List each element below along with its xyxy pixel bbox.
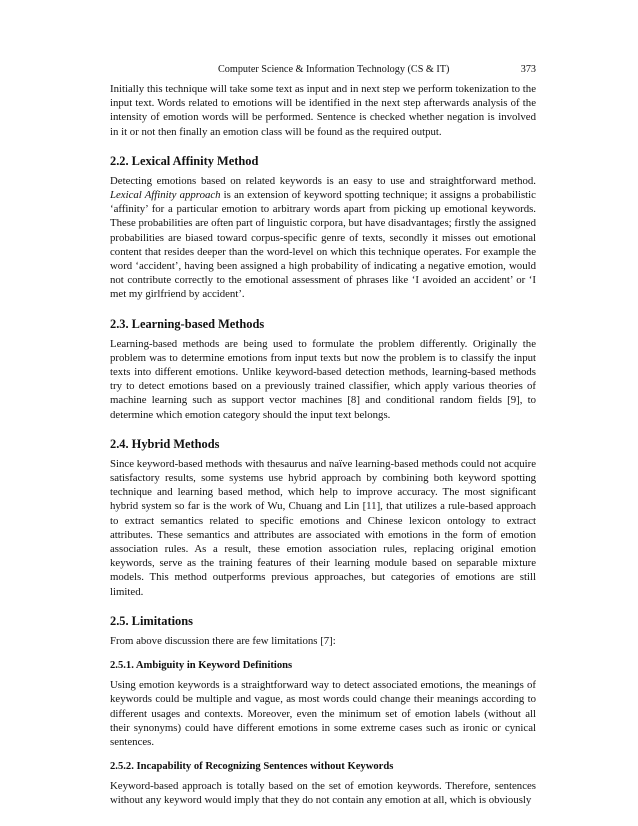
page-number: 373 bbox=[520, 64, 536, 75]
section-2-2-text-b: is an extension of keyword spotting technique; it assigns a probabilistic ‘affinity’ for a particular emotion to arbitrary words apart from picking up emotional keywords. These probabilities are often part of linguistic corpora, but have disadvantages; firstly the assigned probabilities are biased toward corpus-specific genre of texts, secondly it misses out emotional content that resides deeper than the word-level on which this technique operates. For example the word ‘accident’, having been assigned a high probability of indicating a negative emotion, would not contribute correctly to the emotional assessment of phrases like ‘I avoided an accident’ or ‘I met my girlfriend by accident’. bbox=[110, 189, 536, 301]
subsection-heading-2-5-2: 2.5.2. Incapability of Recognizing Sentences without Keywords bbox=[110, 761, 394, 773]
section-2-5-paragraph: From above discussion there are few limitations [7]: bbox=[110, 634, 336, 647]
intro-paragraph: Initially this technique will take some text as input and in next step we perform tokenization to the input text. Words related to emotions will be identified in the next step afterwards analysis of the intensity of emotion words will be performed. Sentence is checked whether negation is involved in it or not then finally an emotion class will be found as the required output. bbox=[110, 83, 536, 138]
section-2-3-paragraph: Learning-based methods are being used to formulate the problem differently. Originally the problem was to determine emotions from input texts but now the problem is to classify the input texts into different emotions. Unlike keyword-based detection methods, learning-based methods try to detect emotions based on a previously trained classifier, which apply various theories of machine learning such as support vector machines [8] and conditional random fields [9], to determine which emotion category should the input text belongs. bbox=[110, 337, 536, 421]
section-2-4-paragraph: Since keyword-based methods with thesaurus and naïve learning-based methods could not acquire satisfactory results, some systems use hybrid approach by combining both keyword spotting technique and learning based method, which help to improve accuracy. The most significant hybrid system so far is the work of Wu, Chuang and Lin [11], that utilizes a rule-based approach to extract semantics related to specific emotions and Chinese lexicon ontology to extract attributes. These semantics and attributes are associated with emotions in the form of emotion association rules. As a result, these emotion association rules, replacing original emotion keywords, serve as the training features of their learning module based on separable mixture models. This method outperforms previous approaches, but categories of emotions are still limited. bbox=[110, 457, 536, 598]
section-2-2-emphasis: Lexical Affinity approach bbox=[110, 189, 221, 202]
section-heading-2-3: 2.3. Learning-based Methods bbox=[110, 316, 265, 331]
page-body bbox=[110, 82, 536, 808]
section-2-2-text-a: Detecting emotions based on related keywords is an easy to use and straightforward method. bbox=[110, 174, 536, 187]
journal-title: Computer Science & Information Technology (CS & IT) bbox=[218, 64, 450, 75]
subsection-2-5-2-paragraph: Keyword-based approach is totally based on the set of emotion keywords. Therefore, sentences without any keyword would imply that they do not contain any emotion at all, which is obviously bbox=[110, 780, 536, 807]
section-heading-2-5: 2.5. Limitations bbox=[110, 613, 193, 628]
section-heading-2-2: 2.2. Lexical Affinity Method bbox=[110, 153, 259, 168]
subsection-2-5-1-paragraph: Using emotion keywords is a straightforward way to detect associated emotions, the meanings of keywords could be multiple and vague, as most words could change their meanings according to different usages and contexts. Moreover, even the minimum set of emotion labels (without all their synonyms) could have different emotions in some extreme cases such as ironic or cynical sentences. bbox=[110, 679, 536, 748]
section-heading-2-4: 2.4. Hybrid Methods bbox=[110, 436, 220, 451]
subsection-heading-2-5-1: 2.5.1. Ambiguity in Keyword Definitions bbox=[110, 660, 293, 672]
section-2-2-paragraph bbox=[110, 174, 536, 302]
